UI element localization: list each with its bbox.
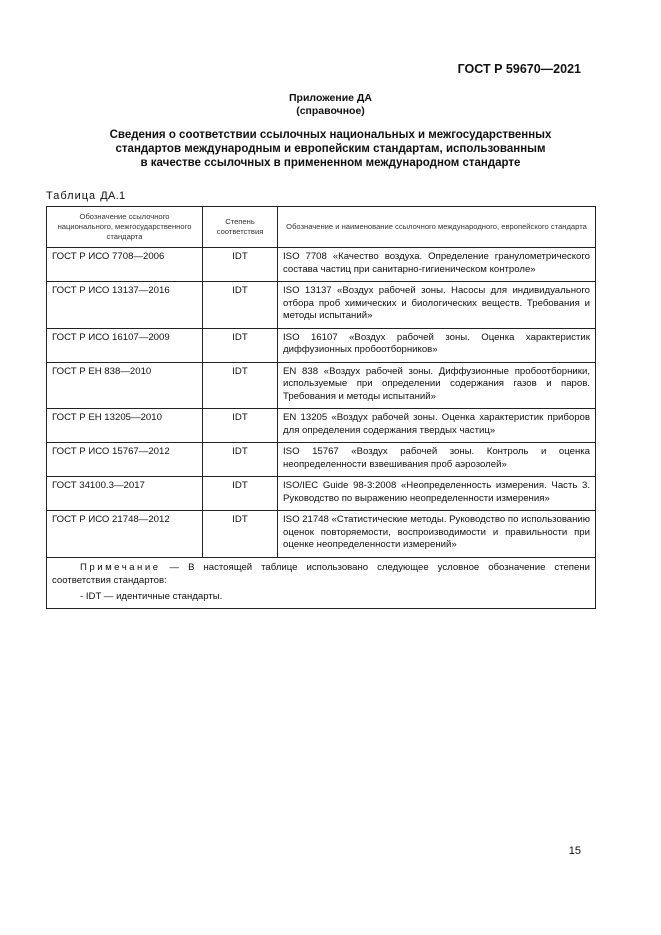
degree-cell: IDT <box>203 409 278 443</box>
heading-line: в качестве ссылочных в примененном международном стандарте <box>140 157 521 169</box>
table-row <box>47 477 596 511</box>
international-standard-cell: ISO/IEC Guide 98-3:2008 «Неопределенность измерения. Часть 3. Руководство по выражению неопределенности измерения» <box>278 477 596 511</box>
page-number: 15 <box>568 845 581 857</box>
annex-subtitle: (справочное) <box>296 105 365 117</box>
international-standard-cell: ISO 16107 «Воздух рабочей зоны. Оценка характеристик диффузионных пробоотборников» <box>278 328 596 362</box>
national-standard-cell: ГОСТ 34100.3—2017 <box>47 477 203 511</box>
national-standard-cell: ГОСТ Р ИСО 21748—2012 <box>47 511 203 558</box>
national-standard-cell: ГОСТ Р ЕН 838—2010 <box>47 362 203 409</box>
national-standard-cell: ГОСТ Р ИСО 7708—2006 <box>47 248 203 282</box>
header-international-standard: Обозначение и наименование ссылочного международного, европейского стандарта <box>278 207 596 248</box>
international-standard-cell: ISO 21748 «Статистические методы. Руководство по использованию оценок повторяемости, воспроизводимости и правильности при оценке неопределенности измерений» <box>278 511 596 558</box>
international-standard-cell: ISO 7708 «Качество воздуха. Определение гранулометрического состава частиц при санитарно-гигиеническом контроле» <box>278 248 596 282</box>
international-standard-cell: EN 838 «Воздух рабочей зоны. Диффузионные пробоотборники, используемые при определении содержания газов и паров. Требования и методы испытаний» <box>278 362 596 409</box>
table-row <box>47 443 596 477</box>
degree-cell: IDT <box>203 443 278 477</box>
table-caption-id: ДА.1 <box>100 190 126 202</box>
table-header-row <box>47 207 596 248</box>
national-standard-cell: ГОСТ Р ЕН 13205—2010 <box>47 409 203 443</box>
table-row <box>47 248 596 282</box>
degree-cell: IDT <box>203 362 278 409</box>
note-list-item: - IDT — идентичные стандарты. <box>80 590 223 602</box>
heading-line: стандартов международным и европейским стандартам, использованным <box>115 143 546 155</box>
international-standard-cell: EN 13205 «Воздух рабочей зоны. Оценка характеристик приборов для определения содержания твердых частиц» <box>278 409 596 443</box>
annex-heading <box>60 128 601 170</box>
national-standard-cell: ГОСТ Р ИСО 15767—2012 <box>47 443 203 477</box>
degree-cell: IDT <box>203 511 278 558</box>
note-label: Примечание <box>80 561 161 573</box>
table-caption-word: Таблица <box>46 190 97 202</box>
annex-block <box>0 92 661 118</box>
heading-line: Сведения о соответствии ссылочных национальных и межгосударственных <box>109 129 552 141</box>
degree-cell: IDT <box>203 477 278 511</box>
note-text: — В настоящей таблице использовано следующее условное обозначение степени соответствия стандартов: <box>52 561 590 586</box>
header-national-standard: Обозначение ссылочного национального, межгосударственного стандарта <box>47 207 203 248</box>
standards-table <box>46 206 596 609</box>
table-row <box>47 409 596 443</box>
document-code: ГОСТ Р 59670—2021 <box>457 62 581 76</box>
table-row <box>47 282 596 329</box>
header-degree: Степень соответствия <box>203 207 278 248</box>
table-row <box>47 511 596 558</box>
table-row <box>47 362 596 409</box>
degree-cell: IDT <box>203 282 278 329</box>
international-standard-cell: ISO 15767 «Воздух рабочей зоны. Контроль и оценка неопределенности взвешивания проб аэрозолей» <box>278 443 596 477</box>
national-standard-cell: ГОСТ Р ИСО 13137—2016 <box>47 282 203 329</box>
table-note-row <box>47 557 596 608</box>
degree-cell: IDT <box>203 328 278 362</box>
national-standard-cell: ГОСТ Р ИСО 16107—2009 <box>47 328 203 362</box>
annex-title: Приложение ДА <box>289 92 372 104</box>
table-note <box>47 557 596 608</box>
table-caption <box>46 190 125 202</box>
international-standard-cell: ISO 13137 «Воздух рабочей зоны. Насосы для индивидуального отбора проб химических и биологических веществ. Требования и методы испытаний» <box>278 282 596 329</box>
degree-cell: IDT <box>203 248 278 282</box>
note-paragraph <box>52 561 590 587</box>
table-row <box>47 328 596 362</box>
